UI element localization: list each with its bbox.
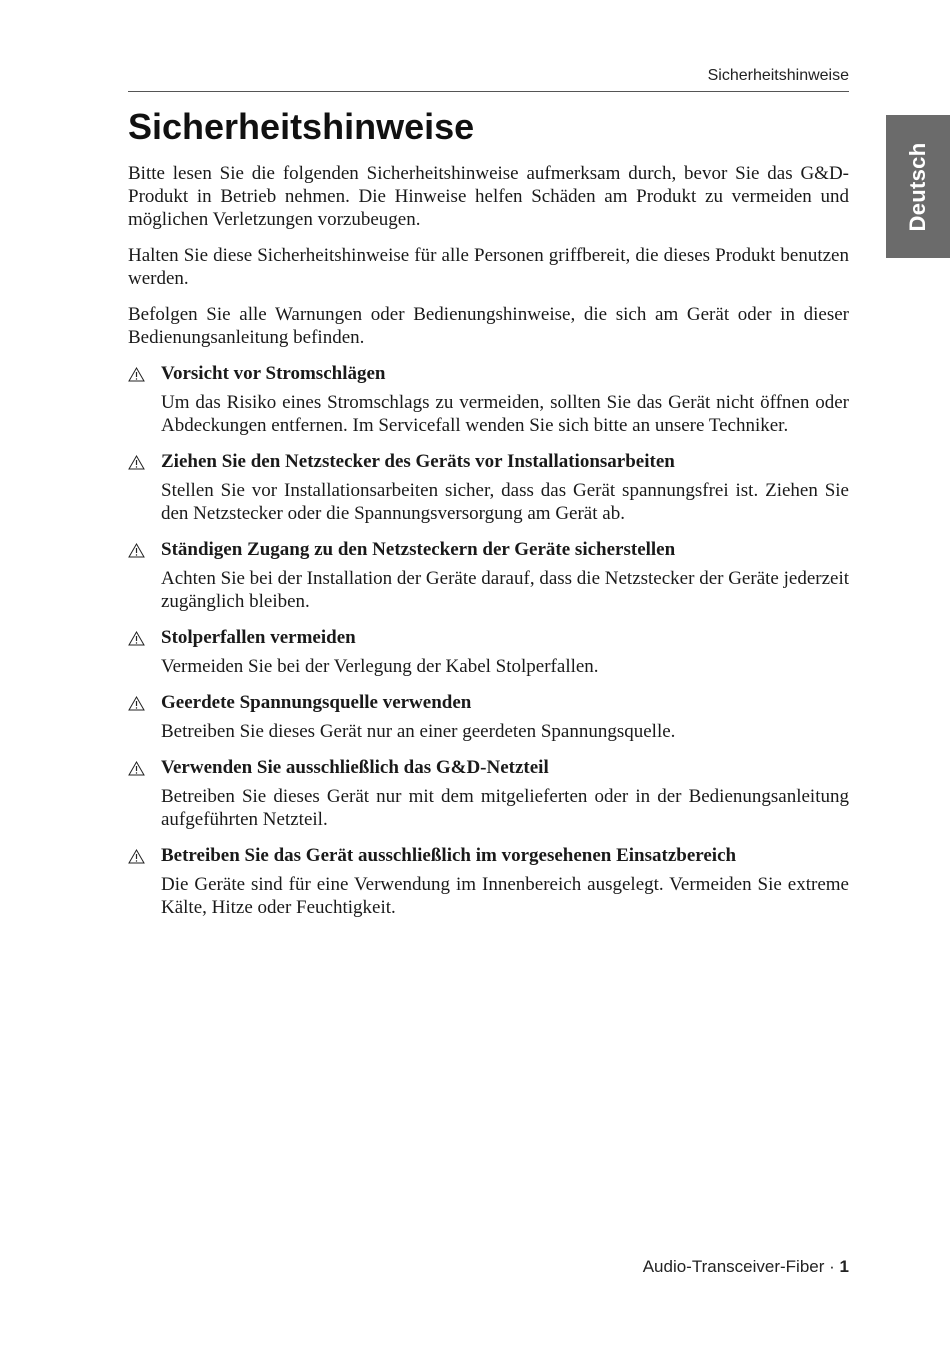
warning-title: Geerdete Spannungsquelle verwenden xyxy=(161,692,472,713)
warning-title: Vorsicht vor Stromschlägen xyxy=(161,363,386,384)
intro-paragraph-1: Bitte lesen Sie die folgenden Sicherheitshinweise aufmerksam durch, bevor Sie das G&D-Produkt in Betrieb nehmen. Die Hinweise helfen Schäden am Produkt zu vermeiden und möglichen Verletzungen vorzubeugen. xyxy=(128,163,849,230)
footer-product-name: Audio-Transceiver-Fiber xyxy=(642,1257,825,1276)
document-body xyxy=(128,162,849,932)
warning-item xyxy=(128,756,849,831)
warning-text: Betreiben Sie dieses Gerät nur an einer geerdeten Spannungsquelle. xyxy=(161,721,676,742)
warning-item xyxy=(128,450,849,525)
warning-text: Betreiben Sie dieses Gerät nur mit dem mitgelieferten oder in der Bedienungsanleitung aufgeführten Netzteil. xyxy=(161,786,849,830)
warning-title: Stolperfallen vermeiden xyxy=(161,627,356,648)
language-tab-label: Deutsch xyxy=(905,142,930,231)
warning-item xyxy=(128,844,849,919)
warning-text: Vermeiden Sie bei der Verlegung der Kabel Stolperfallen. xyxy=(161,656,599,677)
intro-paragraph-3: Befolgen Sie alle Warnungen oder Bedienungshinweise, die sich am Gerät oder in dieser Bedienungsanleitung befinden. xyxy=(128,304,849,348)
page-footer xyxy=(128,1256,849,1278)
warning-item xyxy=(128,626,849,678)
page-number: 1 xyxy=(839,1257,849,1276)
warning-text: Die Geräte sind für eine Verwendung im Innenbereich ausgelegt. Vermeiden Sie extreme Kälte, Hitze oder Feuchtigkeit. xyxy=(161,874,849,918)
warning-text: Stellen Sie vor Installationsarbeiten sicher, dass das Gerät spannungsfrei ist. Ziehen Sie den Netzstecker oder die Spannungsversorgung am Gerät ab. xyxy=(161,480,849,524)
warning-triangle-icon xyxy=(128,543,145,558)
warning-triangle-icon xyxy=(128,631,145,646)
warning-title: Ständigen Zugang zu den Netzsteckern der Geräte sicherstellen xyxy=(161,539,676,560)
language-tab xyxy=(886,115,950,258)
warning-triangle-icon xyxy=(128,849,145,864)
page-title: Sicherheitshinweise xyxy=(128,106,475,147)
running-header: Sicherheitshinweise xyxy=(707,67,849,84)
warning-triangle-icon xyxy=(128,367,145,382)
warning-item xyxy=(128,362,849,437)
header-divider xyxy=(128,91,849,92)
intro-paragraph-2: Halten Sie diese Sicherheitshinweise für alle Personen griffbereit, die dieses Produkt benutzen werden. xyxy=(128,245,849,289)
warning-text: Um das Risiko eines Stromschlags zu vermeiden, sollten Sie das Gerät nicht öffnen oder Abdeckungen entfernen. Im Servicefall wenden Sie sich bitte an unsere Techniker. xyxy=(161,392,849,436)
warning-item xyxy=(128,538,849,613)
warning-triangle-icon xyxy=(128,455,145,470)
warning-text: Achten Sie bei der Installation der Geräte darauf, dass die Netzstecker der Geräte jederzeit zugänglich bleiben. xyxy=(161,568,849,612)
footer-separator: · xyxy=(824,1257,840,1276)
warning-item xyxy=(128,691,849,743)
warning-triangle-icon xyxy=(128,696,145,711)
warning-triangle-icon xyxy=(128,761,145,776)
warning-title: Betreiben Sie das Gerät ausschließlich im vorgesehenen Einsatzbereich xyxy=(161,845,737,866)
warning-title: Verwenden Sie ausschließlich das G&D-Netzteil xyxy=(161,757,549,778)
warning-title: Ziehen Sie den Netzstecker des Geräts vor Installationsarbeiten xyxy=(161,451,675,472)
